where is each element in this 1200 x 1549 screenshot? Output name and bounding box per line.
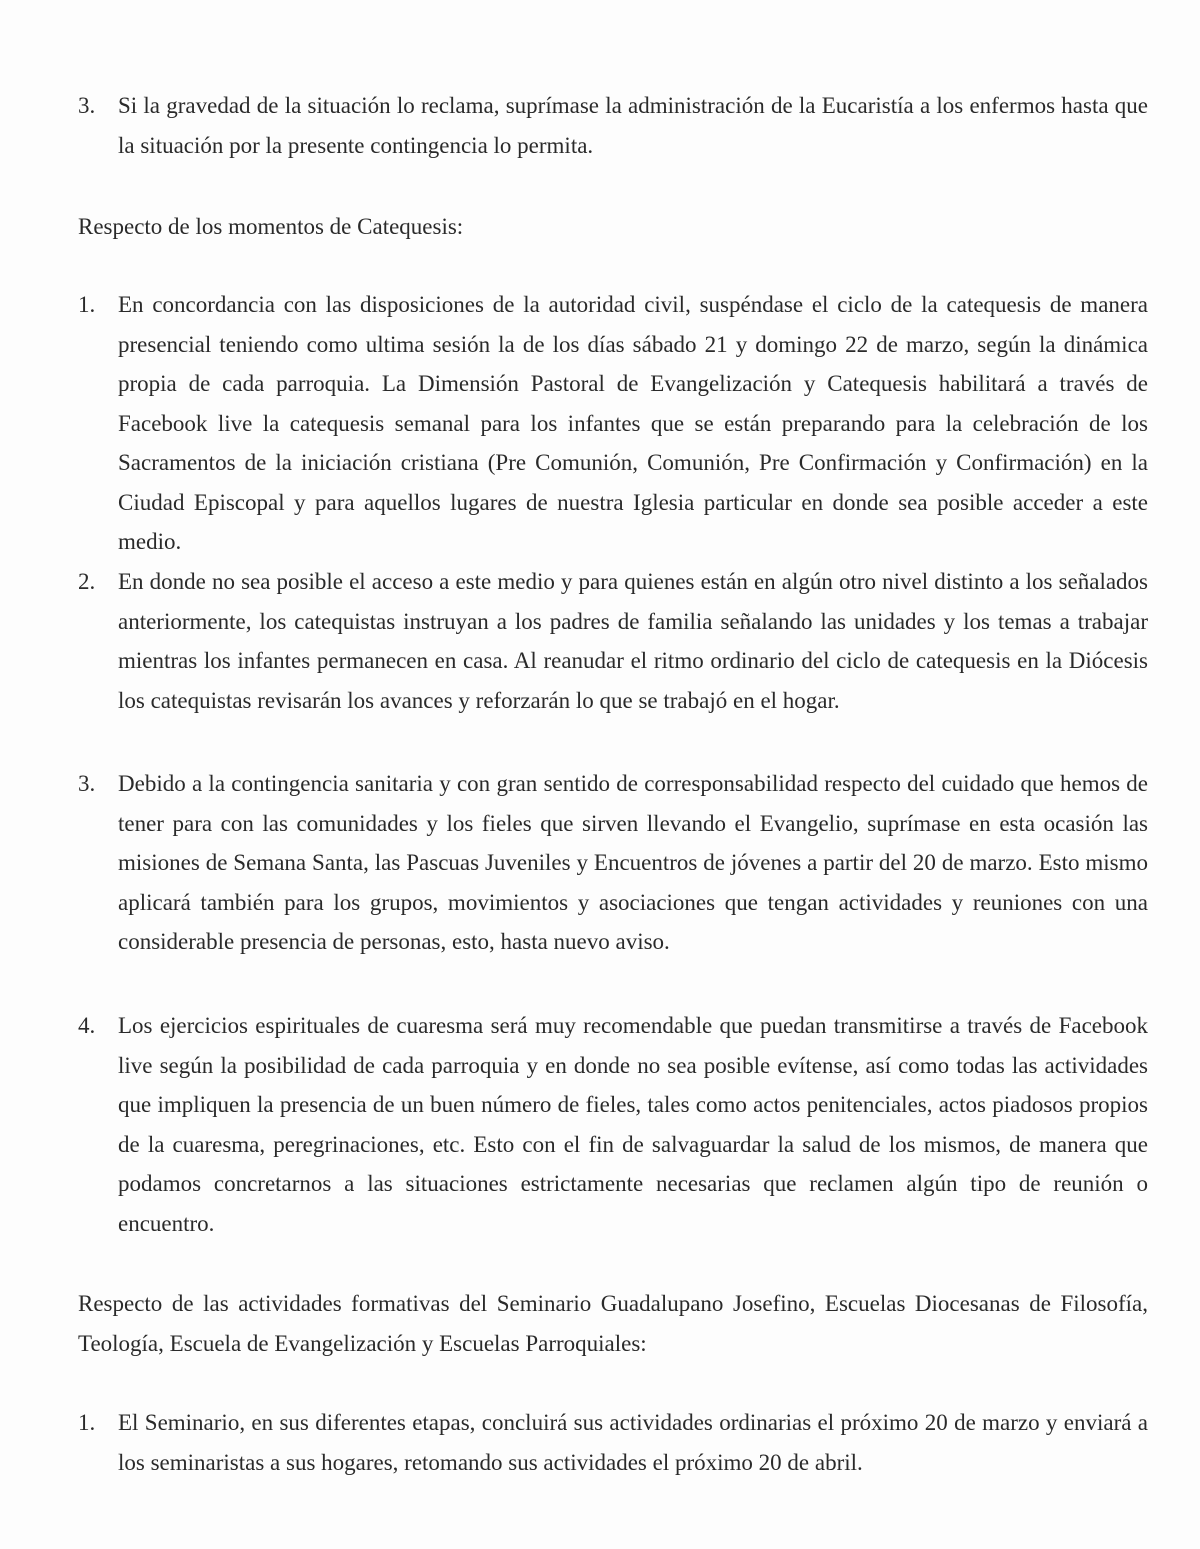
list-item-text: Los ejercicios espirituales de cuaresma será muy recomendable que puedan transmitirse a través de Facebook live según la posibilidad de cada parroquia y en donde no sea posible evítense, así como todas las actividades que impliquen la presencia de un buen número de fieles, tales como actos penitenciales, actos piadosos propios de la cuaresma, peregrinaciones, etc. Esto con el fin de salvaguardar la salud de los mismos, de manera que podamos concretarnos a las situaciones estrictamente necesarias que reclamen algún tipo de reunión o encuentro. bbox=[118, 1013, 1148, 1236]
list-item bbox=[78, 1006, 1148, 1243]
list-item-number: 4. bbox=[78, 1013, 96, 1038]
section-seminario-list bbox=[78, 1403, 1148, 1482]
section-catequesis-list bbox=[78, 1006, 1148, 1243]
heading-catequesis: Respecto de los momentos de Catequesis: bbox=[78, 214, 464, 239]
list-item-text: En concordancia con las disposiciones de la autoridad civil, suspéndase el ciclo de la catequesis de manera presencial teniendo como ultima sesión la de los días sábado 21 y domingo 22 de marzo, según la dinámica propia de cada parroquia. La Dimensión Pastoral de Evangelización y Catequesis habilitará a través de Facebook live la catequesis semanal para los infantes que se están preparando para la celebración de los Sacramentos de la iniciación cristiana (Pre Comunión, Comunión, Pre Confirmación y Confirmación) en la Ciudad Episcopal y para aquellos lugares de nuestra Iglesia particular en donde sea posible acceder a este medio. bbox=[118, 292, 1148, 554]
list-item-number: 2. bbox=[78, 569, 96, 594]
section-catequesis-list bbox=[78, 562, 1148, 720]
list-item-number: 1. bbox=[78, 1410, 96, 1435]
heading-seminario: Respecto de las actividades formativas del Seminario Guadalupano Josefino, Escuelas Diocesanas de Filosofía, Teología, Escuela de Evangelización y Escuelas Parroquiales: bbox=[78, 1291, 1148, 1356]
list-item-text: El Seminario, en sus diferentes etapas, concluirá sus actividades ordinarias el próximo 20 de marzo y enviará a los seminaristas a sus hogares, retomando sus actividades el próximo 20 de abril. bbox=[118, 1410, 1148, 1475]
section-catequesis-list bbox=[78, 764, 1148, 962]
list-item bbox=[78, 86, 1148, 165]
list-item-text: Debido a la contingencia sanitaria y con gran sentido de corresponsabilidad respecto del cuidado que hemos de tener para con las comunidades y los fieles que sirven llevando el Evangelio, suprímase en esta ocasión las misiones de Semana Santa, las Pascuas Juveniles y Encuentros de jóvenes a partir del 20 de marzo. Esto mismo aplicará también para los grupos, movimientos y asociaciones que tengan actividades y reuniones con una considerable presencia de personas, esto, hasta nuevo aviso. bbox=[118, 771, 1148, 954]
list-item-number: 1. bbox=[78, 292, 96, 317]
list-item-number: 3. bbox=[78, 771, 96, 796]
list-item-number: 3. bbox=[78, 93, 96, 118]
list-item bbox=[78, 285, 1148, 562]
section-catequesis-list bbox=[78, 285, 1148, 562]
list-item bbox=[78, 562, 1148, 720]
list-item bbox=[78, 764, 1148, 962]
list-item bbox=[78, 1403, 1148, 1482]
section-eucaristia bbox=[78, 86, 1148, 165]
list-item-text: Si la gravedad de la situación lo reclama, suprímase la administración de la Eucaristía a los enfermos hasta que la situación por la presente contingencia lo permita. bbox=[118, 93, 1148, 158]
list-item-text: En donde no sea posible el acceso a este medio y para quienes están en algún otro nivel distinto a los señalados anteriormente, los catequistas instruyan a los padres de familia señalando las unidades y los temas a trabajar mientras los infantes permanecen en casa. Al reanudar el ritmo ordinario del ciclo de catequesis en la Diócesis los catequistas revisarán los avances y reforzarán lo que se trabajó en el hogar. bbox=[118, 569, 1148, 713]
